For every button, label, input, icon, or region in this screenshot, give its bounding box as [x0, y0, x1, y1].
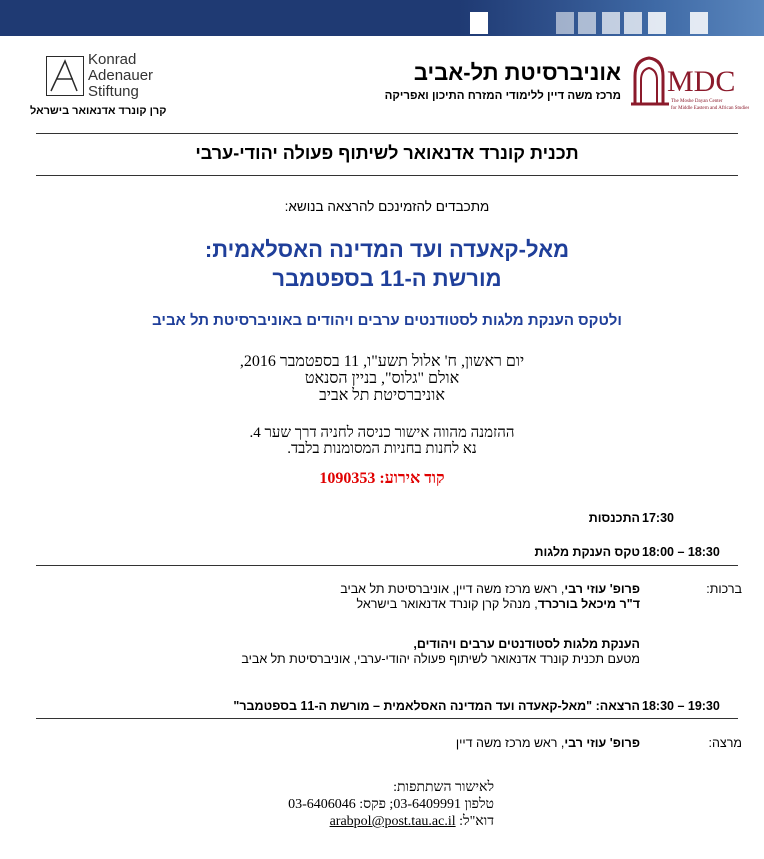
top-banner	[0, 0, 764, 36]
schedule-time: 18:00 – 18:30	[642, 545, 720, 559]
banner-square	[690, 12, 708, 34]
event-code	[0, 470, 764, 488]
lecturer	[456, 736, 640, 751]
program-title: תכנית קונרד אדנאואר לשיתוף פעולה יהודי-ערבי	[195, 143, 579, 163]
lecture-title-line: מורשת ה-11 בספטמבר	[272, 266, 502, 291]
kas-name-line: Adenauer	[88, 67, 154, 84]
event-hall: אולם "גלוס", בניין הסנאט	[304, 370, 460, 387]
rsvp-footer	[0, 779, 764, 830]
email-link[interactable]: arabpol@post.tau.ac.il	[329, 814, 456, 829]
rsvp-label: לאישור השתתפות:	[393, 780, 494, 795]
schedule-item: טקס הענקת מלגות	[534, 545, 640, 559]
kas-hebrew-name: קרן קונרד אדנאואר בישראל	[30, 105, 167, 117]
scholarship-subtitle: מטעם תכנית קונרד אדנאואר לשיתוף פעולה יהודי-ערבי, אוניברסיטת תל אביב	[241, 652, 640, 666]
greetings-speakers	[340, 582, 640, 612]
banner-square	[602, 12, 620, 34]
speaker-role: , ראש מרכז משה דיין, אוניברסיטת תל אביב	[340, 582, 565, 596]
event-date: יום ראשון, ח' אלול תשע"ו, 11 בספטמבר 2016,	[239, 353, 525, 370]
lecture-row-label: הרצאה:	[595, 699, 640, 713]
speaker-name: פרופ' עוזי רבי	[564, 582, 640, 596]
event-code-value: 1090353	[319, 470, 376, 487]
email-label: דוא"ל:	[459, 814, 494, 829]
event-code-label: קוד אירוע:	[379, 470, 445, 487]
lecturer-label: מרצה:	[708, 736, 742, 750]
lecture-title	[36, 235, 738, 293]
kas-name-line: Stiftung	[88, 83, 139, 100]
lecturer-role: , ראש מרכז משה דיין	[455, 736, 565, 750]
banner-square	[470, 12, 488, 34]
divider	[36, 133, 738, 134]
mdc-logo-text: MDC	[667, 65, 736, 98]
lecture-title-line: מאל-קאעדה ועד המדינה האסלאמית:	[204, 237, 570, 262]
banner-square	[648, 12, 666, 34]
lecturer-name: פרופ' עוזי רבי	[564, 736, 640, 750]
parking-note	[0, 425, 764, 457]
divider	[36, 565, 738, 566]
university-header	[384, 46, 749, 126]
divider	[36, 175, 738, 176]
banner-square	[624, 12, 642, 34]
kas-header	[30, 52, 220, 124]
parking-line: נא לחנות בחניות המסומנות בלבד.	[287, 441, 477, 457]
divider	[36, 718, 738, 719]
event-place: אוניברסיטת תל אביב	[319, 387, 445, 404]
mdc-logo	[629, 46, 749, 118]
invitation-line: מתכבדים להזמינכם להרצאה בנושא:	[284, 199, 490, 214]
ceremony-line: ולטקס הענקת מלגות לסטודנטים ערבים ויהודים באוניברסיטת תל אביב	[152, 312, 622, 329]
parking-line: ההזמנה מהווה אישור כניסה לחניה דרך שער 4.	[249, 425, 515, 441]
kas-logo-icon	[46, 56, 84, 96]
svg-text:The Moshe Dayan Center: The Moshe Dayan Center	[671, 99, 723, 104]
speaker-role: , מנהל קרן קונרד אדנאואר בישראל	[356, 597, 538, 611]
lecture-row	[233, 699, 640, 713]
event-details	[0, 353, 764, 404]
rsvp-phone: טלפון 03-6409991; פקס: 03-6406046	[288, 797, 494, 812]
kas-name-line: Konrad	[88, 51, 137, 68]
center-subtitle: מרכז משה דיין ללימודי המזרח התיכון ואפריקה	[384, 90, 621, 102]
greetings-label: ברכות:	[706, 582, 742, 596]
banner-square	[578, 12, 596, 34]
schedule-time: 17:30	[642, 511, 674, 525]
kas-name	[88, 52, 153, 100]
scholarship-title: הענקת מלגות לסטודנטים ערבים ויהודים,	[413, 637, 640, 651]
banner-square	[556, 12, 574, 34]
speaker-name: ד"ר מיכאל בורכרד	[537, 597, 640, 611]
scholarship-block	[241, 637, 640, 667]
university-name: אוניברסיטת תל-אביב	[413, 60, 621, 85]
schedule-item: התכנסות	[588, 511, 640, 525]
lecture-row-title: "מאל-קאעדה ועד המדינה האסלאמית – מורשת ה-11 בספטמבר"	[233, 699, 593, 713]
schedule-time: 18:30 – 19:30	[642, 699, 720, 713]
svg-text:for Middle Eastern and African: for Middle Eastern and African Studies	[671, 106, 749, 111]
